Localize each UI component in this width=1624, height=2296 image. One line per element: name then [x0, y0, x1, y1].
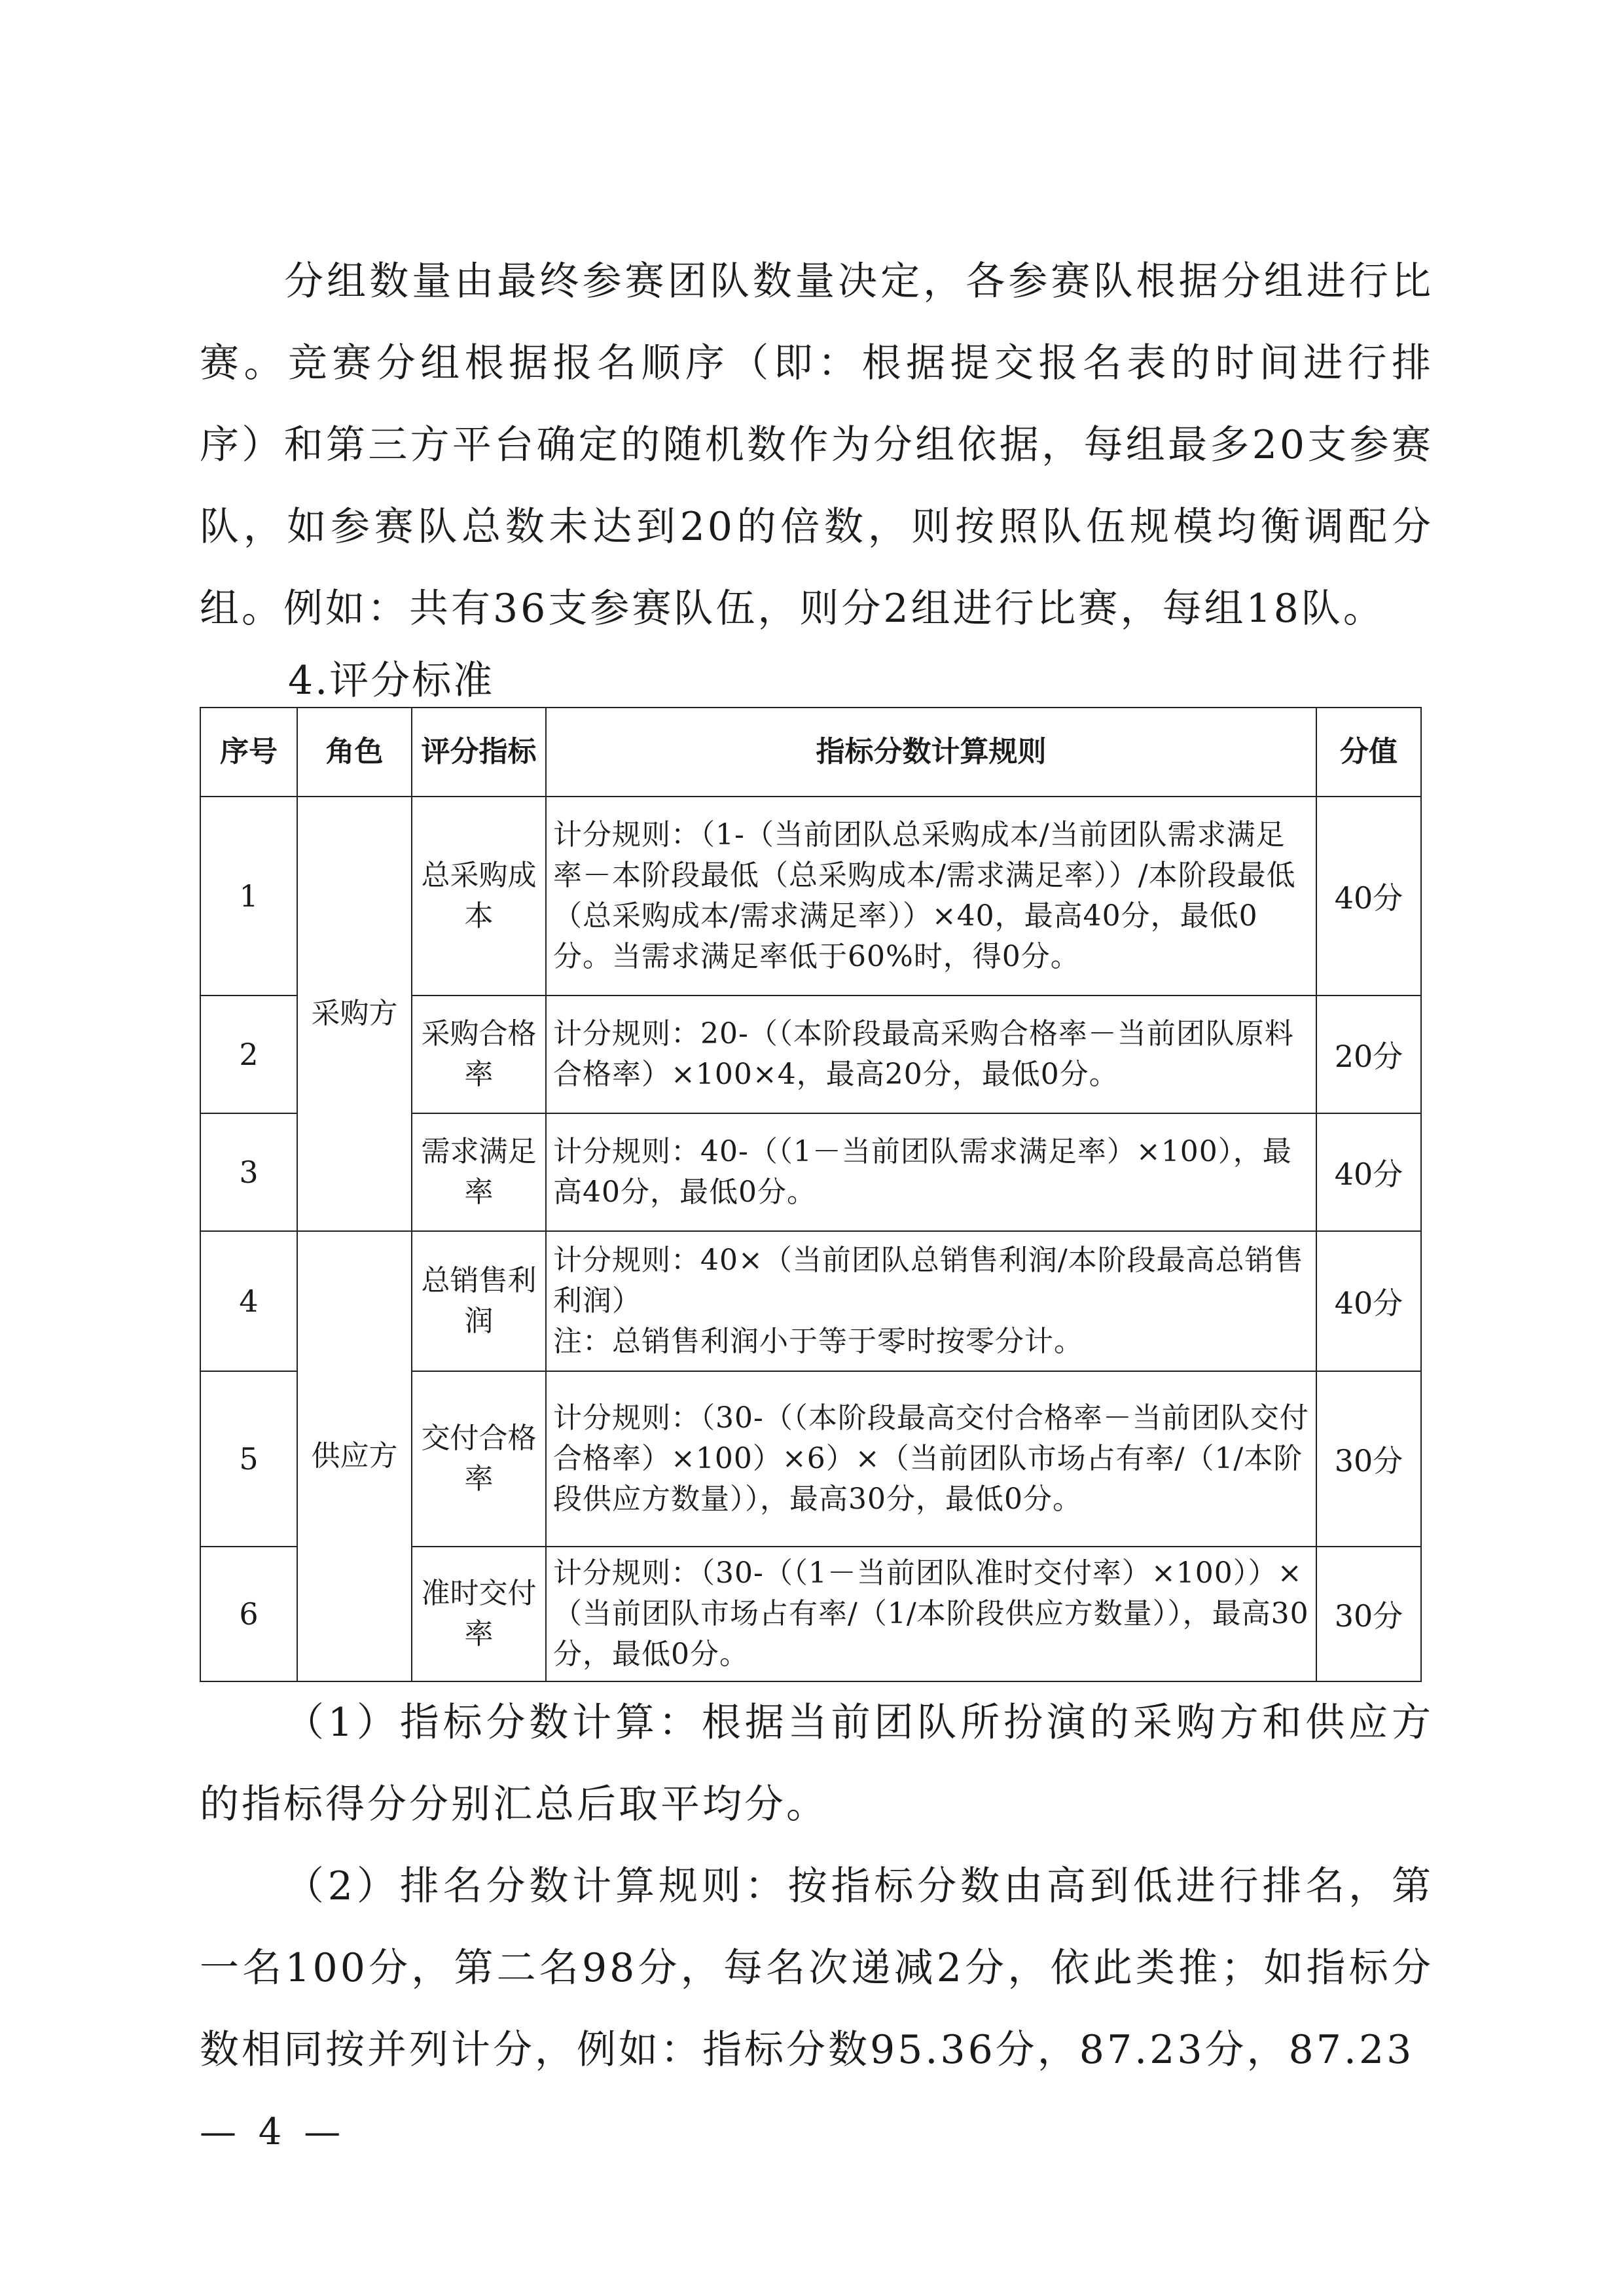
row-index: 4	[200, 1231, 297, 1371]
row-rule: 计分规则：20-（（本阶段最高采购合格率－当前团队原料合格率）×100×4，最高20分，最低0分。	[546, 996, 1316, 1113]
row-score: 40分	[1316, 1231, 1421, 1371]
scoring-table	[200, 707, 1422, 1682]
row-index: 2	[200, 996, 297, 1113]
row-score: 20分	[1316, 996, 1421, 1113]
row-score: 30分	[1316, 1547, 1421, 1681]
table-row	[200, 797, 1421, 996]
row-rule: 计分规则：（30-（（1－当前团队准时交付率）×100））×（当前团队市场占有率/（1/本阶段供应方数量）），最高30分，最低0分。	[546, 1547, 1316, 1681]
row-rule-note: 注：总销售利润小于等于零时按零分计。	[553, 1325, 1083, 1358]
row-indicator: 准时交付率	[412, 1547, 546, 1681]
row-indicator: 需求满足率	[412, 1113, 546, 1231]
paragraph-line: 队，如参赛队总数未达到20的倍数，则按照队伍规模均衡调配分组。	[200, 504, 1434, 632]
row-score: 40分	[1316, 797, 1421, 996]
row-indicator: 总采购成本	[412, 797, 546, 996]
row-score: 30分	[1316, 1371, 1421, 1547]
row-index: 1	[200, 797, 297, 996]
row-rule: 计分规则：（1-（当前团队总采购成本/当前团队需求满足率－本阶段最低（总采购成本/需求满足率））/本阶段最低（总采购成本/需求满足率））×40，最高40分，最低0分。当需求满足率低于60%时，得0分。	[546, 797, 1316, 996]
header-indicator: 评分指标	[412, 708, 546, 797]
paragraph-indicator-score	[200, 1682, 1434, 1846]
paragraph-line: 例如：共有36支参赛队伍，则分2组进行比赛，每组18队。	[283, 586, 1385, 632]
row-indicator: 交付合格率	[412, 1371, 546, 1547]
page-number: — 4 —	[200, 2111, 346, 2153]
row-score: 40分	[1316, 1113, 1421, 1231]
header-index: 序号	[200, 708, 297, 797]
section-heading: 4.评分标准	[288, 658, 495, 704]
paragraph-text: （2）排名分数计算规则：按指标分数由高到低进行排名，第一名100分，第二名98分，每名次递减2分，依此类推；如指标分数相同按并列计分，例如：指标分数95.36分，87.23分，87.23	[200, 1863, 1434, 2073]
row-indicator: 总销售利润	[412, 1231, 546, 1371]
paragraph-grouping-rules	[200, 241, 1434, 650]
row-rule: 计分规则：（30-（（本阶段最高交付合格率－当前团队交付合格率）×100）×6）×（当前团队市场占有率/（1/本阶段供应方数量）），最高30分，最低0分。	[546, 1371, 1316, 1547]
row-index: 5	[200, 1371, 297, 1547]
paragraph-line: 比赛。竞赛分组根据报名顺序（即：根据提交报名表的时间进行排	[200, 259, 1434, 386]
row-index: 6	[200, 1547, 297, 1681]
table-row	[200, 1231, 1421, 1371]
table-header-row	[200, 708, 1421, 797]
row-rule-with-note	[546, 1231, 1316, 1371]
header-rule: 指标分数计算规则	[546, 708, 1316, 797]
row-rule-text: 计分规则：40×（当前团队总销售利润/本阶段最高总销售利润）	[553, 1244, 1304, 1318]
row-rule: 计分规则：40-（（1－当前团队需求满足率）×100），最高40分，最低0分。	[546, 1113, 1316, 1231]
paragraph-line: 序）和第三方平台确定的随机数作为分组依据，每组最多20支参赛	[200, 422, 1434, 468]
role-cell-buyer: 采购方	[297, 797, 412, 1231]
paragraph-ranking-score	[200, 1846, 1434, 2091]
header-role: 角色	[297, 708, 412, 797]
paragraph-line: 分组数量由最终参赛团队数量决定，各参赛队根据分组进行	[283, 259, 1392, 304]
row-indicator: 采购合格率	[412, 996, 546, 1113]
role-cell-supplier: 供应方	[297, 1231, 412, 1681]
row-index: 3	[200, 1113, 297, 1231]
paragraph-text: （1）指标分数计算：根据当前团队所扮演的采购方和供应方的指标得分分别汇总后取平均分。	[200, 1700, 1434, 1827]
header-score: 分值	[1316, 708, 1421, 797]
